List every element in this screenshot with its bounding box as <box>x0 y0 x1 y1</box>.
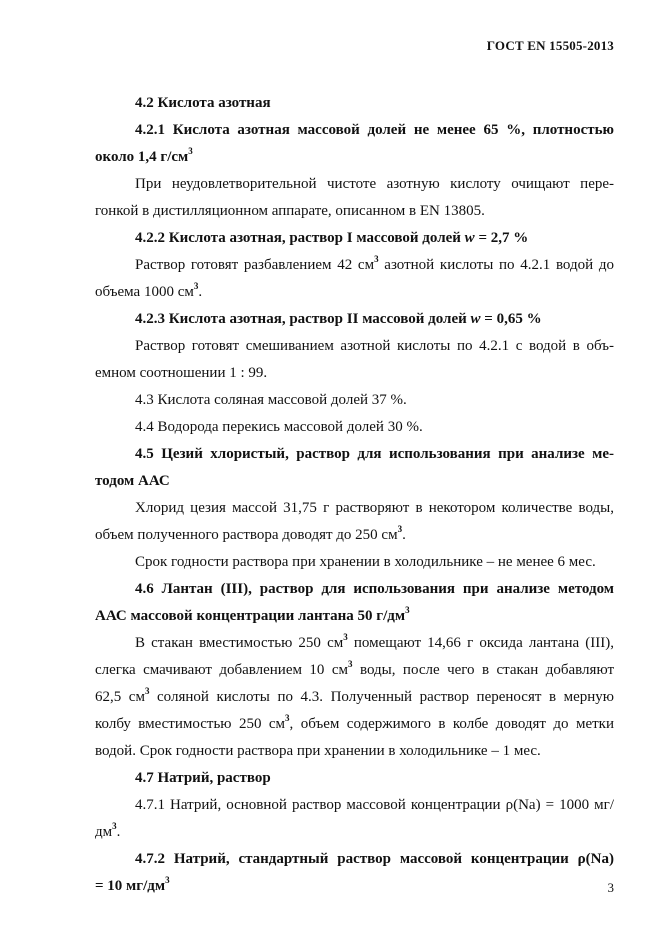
title-part: 4.2.2 Кислота азотная, раствор I массовой долей <box>135 230 465 246</box>
text-part: 4.7.1 Натрий, основной раствор массовой концентрации ρ(Na) = 1000 мг/дм <box>95 797 614 840</box>
superscript: 3 <box>348 659 353 669</box>
paragraph-nitric-purification <box>95 171 614 225</box>
paragraph-lanthanum <box>95 630 614 765</box>
text-part: объем полученного раствора доводят до 250 см <box>95 527 398 543</box>
section-4-5-line-2: тодом ААС <box>95 473 170 489</box>
section-4-3: 4.3 Кислота соляная массовой долей 37 %. <box>135 392 407 408</box>
section-4-7-title: 4.7 Натрий, раствор <box>135 770 271 786</box>
text-part: . <box>198 284 203 300</box>
superscript: 3 <box>405 605 410 615</box>
title-part: 4.2.3 Кислота азотная, раствор II массовой долей <box>135 311 471 327</box>
section-4-2-2-title <box>95 225 614 252</box>
text-part: слегка смачивают добавлением 10 см <box>95 662 349 678</box>
superscript: 3 <box>144 686 150 696</box>
superscript: 3 <box>343 632 348 642</box>
paragraph-line: При неудовлетворительной чистоте азотную кислоту очищают пере- <box>135 176 614 192</box>
superscript: 3 <box>285 713 290 723</box>
page-number: 3 <box>607 880 614 895</box>
mass-fraction-symbol: w <box>464 230 475 246</box>
mass-fraction-symbol: w <box>470 311 481 327</box>
section-4-7-1 <box>95 792 614 846</box>
text-part: воды, после чего в стакан добавляют <box>352 662 615 678</box>
section-4-2-1-title <box>95 117 614 171</box>
superscript: 3 <box>397 524 403 534</box>
paragraph-line <box>95 279 614 306</box>
paragraph-line <box>95 711 614 738</box>
text-part: объема 1000 см <box>95 284 194 300</box>
paragraph-cesium <box>95 495 614 549</box>
section-4-7-2-title <box>95 846 614 900</box>
paragraph-solution-1 <box>95 252 614 306</box>
paragraph-line <box>95 522 614 549</box>
text-part: помещают 14,66 г оксида лантана (III), <box>347 635 614 651</box>
paragraph-line <box>95 684 614 711</box>
section-4-6-line-2 <box>95 603 614 630</box>
superscript: 3 <box>193 281 199 291</box>
paragraph-solution-2 <box>95 333 614 387</box>
text-part: В стакан вместимостью 250 см <box>135 635 344 651</box>
text-part: , объем содержимого в колбе доводят до метки <box>289 716 614 732</box>
title-part: = 0,65 % <box>480 311 542 327</box>
section-4-7-2-line-1: 4.7.2 Натрий, стандартный раствор массовой концентрации ρ(Na) <box>135 851 614 867</box>
paragraph-line: водой. Срок годности раствора при хранении в холодильнике – 1 мес. <box>95 743 541 759</box>
text-part: соляной кислоты по 4.3. Полученный раствор переносят в мерную <box>149 689 614 705</box>
text-part: Раствор готовят разбавлением 42 см <box>135 257 375 273</box>
section-4-5-line-1: 4.5 Цезий хлористый, раствор для использования при анализе ме- <box>135 446 614 462</box>
text-part: = 10 мг/дм <box>95 878 166 894</box>
paragraph-line: емном соотношении 1 : 99. <box>95 365 268 381</box>
paragraph-line <box>95 630 614 657</box>
superscript: 3 <box>165 875 170 885</box>
document-header-code: ГОСТ EN 15505-2013 <box>486 38 614 53</box>
section-4-4: 4.4 Водорода перекись массовой долей 30 %. <box>135 419 423 435</box>
section-4-2-1-line-2-text: около 1,4 г/см <box>95 149 189 165</box>
superscript: 3 <box>112 821 117 831</box>
paragraph-line: Раствор готовят смешиванием азотной кислоты по 4.2.1 с водой в объ- <box>135 338 614 354</box>
section-4-6-title <box>95 576 614 630</box>
title-part: = 2,7 % <box>474 230 529 246</box>
section-4-2-3-title <box>95 306 614 333</box>
section-4-5-title <box>95 441 614 495</box>
paragraph-line: гонкой в дистилляционном аппарате, описанном в EN 13805. <box>95 203 485 219</box>
text-part: 62,5 см <box>95 689 145 705</box>
section-4-2-1-line-2 <box>95 144 614 171</box>
superscript: 3 <box>188 146 193 156</box>
paragraph-line: Хлорид цезия массой 31,75 г растворяют в некотором количестве воды, <box>135 500 614 516</box>
text-part: . <box>402 527 406 543</box>
paragraph-shelf-life-cesium: Срок годности раствора при хранении в холодильнике – не менее 6 мес. <box>135 554 596 570</box>
text-part: колбу вместимостью 250 см <box>95 716 286 732</box>
text-part: азотной кислоты по 4.2.1 водой до <box>378 257 615 273</box>
text-part: ААС массовой концентрации лантана 50 г/дм <box>95 608 406 624</box>
superscript: 3 <box>374 254 379 264</box>
section-4-6-line-1: 4.6 Лантан (III), раствор для использования при анализе методом <box>135 581 614 597</box>
document-body <box>95 90 614 900</box>
paragraph-line <box>95 252 614 279</box>
section-4-7-2-line-2 <box>95 873 614 900</box>
section-4-2-title: 4.2 Кислота азотная <box>135 95 271 111</box>
paragraph-line <box>95 657 614 684</box>
section-4-2-1-line-1: 4.2.1 Кислота азотная массовой долей не менее 65 %, плотностью <box>135 122 614 138</box>
text-part: . <box>116 824 121 840</box>
